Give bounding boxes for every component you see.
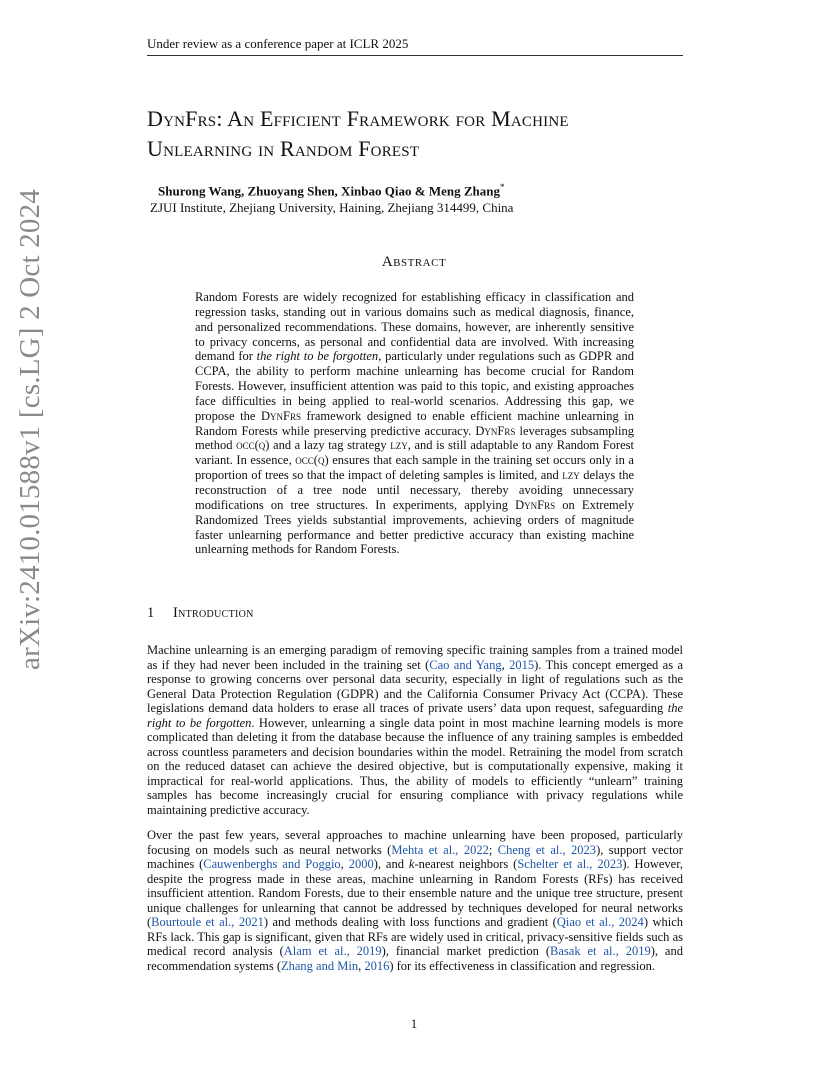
abstract-text: ensures that each sample in the training set occurs only in a proportion of trees so that the impact of deleting samples is limited, and	[195, 453, 634, 483]
title-line-2: Unlearning in Random Forest	[147, 136, 420, 161]
abstract-heading: Abstract	[381, 254, 447, 270]
abstract-emphasis: the right to be forgotten	[256, 349, 379, 364]
abstract-text: and a lazy tag strategy	[269, 438, 391, 453]
method-lzy: lzy	[562, 468, 580, 483]
author-names: Shurong Wang, Zhuoyang Shen, Xinbao Qiao & Meng Zhang	[158, 183, 500, 199]
arxiv-identifier: arXiv:2410.01588v1 [cs.LG] 2 Oct 2024	[14, 189, 46, 670]
abstract-text: leverages subsampling method	[195, 423, 634, 453]
running-header: Under review as a conference paper at ICLR 2025	[147, 36, 683, 56]
body-text: -nearest neighbors (	[414, 857, 518, 872]
math-variable: k	[408, 857, 415, 872]
method-name: DynFrs	[260, 408, 301, 423]
intro-paragraph-1	[147, 643, 683, 818]
abstract-body	[195, 290, 634, 557]
section-title: Introduction	[173, 605, 254, 621]
citation-link[interactable]: Zhang and Min	[281, 958, 359, 973]
paper-title	[147, 104, 707, 164]
method-occ: occ(q)	[236, 438, 270, 453]
citation-link[interactable]: Schelter et al., 2023	[517, 857, 623, 872]
body-text: ), and recommendation systems (	[147, 944, 683, 973]
citation-link[interactable]: 2015	[509, 657, 535, 672]
abstract-text: , and is still adaptable to any Random Forest variant. In essence,	[195, 438, 634, 468]
body-text: ) and methods dealing with loss functions and gradient (	[263, 915, 557, 930]
abstract-text: on Extremely Randomized Trees yields substantial improvements, achieving orders of magnitude faster unlearning performance and better predictive accuracy than existing machine unlearning methods for Random Forests.	[195, 497, 634, 557]
body-text: ). This concept emerged as a response to growing concerns over personal data security, especially in light of regulations such as the General Data Protection Regulation (GDPR) and the California Consumer Privacy Act (CCPA). These legislations demand data holders to erase all traces of private users’ data upon request, safeguarding	[147, 657, 684, 716]
abstract-text: framework designed to enable efficient machine unlearning in Random Forests while preserving predictive accuracy.	[195, 408, 634, 438]
intro-paragraph-2	[147, 828, 683, 973]
page-number: 1	[410, 1016, 418, 1031]
body-text: ) for its effectiveness in classification and regression.	[389, 958, 655, 973]
method-name: DynFrs	[475, 423, 516, 438]
abstract-text: delays the reconstruction of a tree node until necessary, thereby avoiding unnecessary modifications on tree structures. In experiments, applying	[195, 468, 634, 512]
affiliation: ZJUI Institute, Zhejiang University, Haining, Zhejiang 314499, China	[150, 200, 514, 215]
body-text: ), financial market prediction (	[381, 944, 551, 959]
citation-link[interactable]: Qiao et al., 2024	[556, 915, 644, 930]
body-text: Over the past few years, several approaches to machine unlearning have been proposed, particularly focusing on models such as neural networks (	[147, 828, 683, 857]
body-text: ,	[340, 857, 349, 872]
abstract-text: , particularly under regulations such as GDPR and CCPA, the ability to perform machine unlearning has become crucial for Random Forests. However, insufficient attention was paid to this topic, and existing approaches face difficulties in being applied to real-world scenarios. Addressing this gap, we propose the	[195, 349, 634, 423]
body-text: ), support vector machines (	[147, 842, 683, 872]
body-text: Machine unlearning is an emerging paradigm of removing specific training samples from a trained model as if they had never been included in the training set (	[147, 643, 683, 672]
body-text: ) which RFs lack. This gap is significant, given that RFs are widely used in critical, privacy-sensitive fields such as medical record analysis (	[147, 915, 683, 959]
body-text: . However, unlearning a single data point in most machine learning models is more complicated than deleting it from the database because the influence of any training samples is embedded across countless parameters and decision boundaries within the model. Retraining the model from scratch on the reduced dataset can achieve the desired objective, but is computationally expensive, making it impractical for real-world applications. Thus, the ability of models to efficiently “unlearn” training samples has become increasingly crucial for ensuring compliance with privacy regulations while maintaining predictive accuracy.	[147, 715, 683, 818]
title-line-1: DynFrs: An Efficient Framework for Machine	[147, 106, 569, 131]
citation-link[interactable]: Cao and Yang	[429, 657, 502, 672]
body-text: ,	[501, 657, 510, 672]
section-heading	[147, 605, 254, 622]
citation-link[interactable]: Mehta et al., 2022	[391, 842, 489, 857]
abstract-text: Random Forests are widely recognized for establishing efficacy in classification and regression tasks, standing out in various domains such as medical diagnosis, finance, and personalized recommendations. These domains, however, are inherently sensitive to privacy concerns, as personal and confidential data are involved. With increasing demand for	[195, 290, 634, 364]
citation-link[interactable]: Cauwenberghs and Poggio	[203, 857, 341, 872]
citation-link[interactable]: Bourtoule et al., 2021	[151, 915, 264, 930]
body-text: ,	[358, 958, 365, 973]
section-number: 1	[147, 605, 155, 621]
citation-link[interactable]: 2016	[364, 958, 390, 973]
citation-link[interactable]: Alam et al., 2019	[283, 944, 382, 959]
citation-link[interactable]: Basak et al., 2019	[550, 944, 651, 959]
body-text: ;	[488, 842, 498, 857]
citation-link[interactable]: Cheng et al., 2023	[497, 842, 597, 857]
citation-link[interactable]: 2000	[348, 857, 374, 872]
author-list	[158, 182, 504, 199]
corresponding-author-mark: *	[499, 182, 505, 192]
method-lzy: lzy	[390, 438, 408, 453]
body-text: ). However, despite the progress made in these areas, machine unlearning in Random Forests (RFs) has received insufficient attention. Random Forests, due to their ensemble nature and the unique tree structure, present unique challenges for unlearning that cannot be addressed by techniques developed for neural networks (	[147, 857, 683, 930]
method-occ: occ(q)	[295, 453, 329, 468]
body-text: ), and	[373, 857, 409, 872]
emphasis-text: the right to be forgotten	[147, 701, 683, 730]
method-name: DynFrs	[515, 497, 556, 512]
